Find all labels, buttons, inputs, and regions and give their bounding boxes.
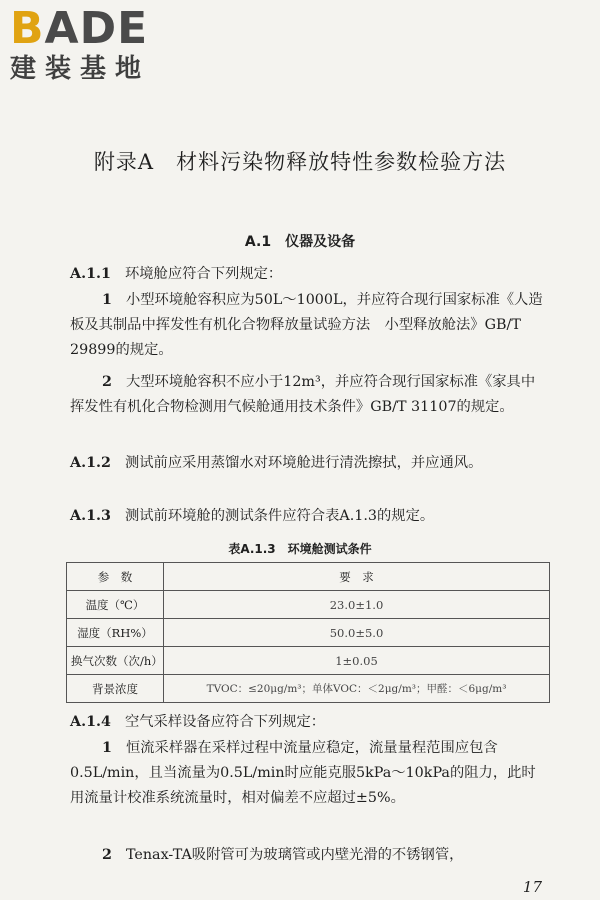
logo-subtitle: 建装基地 [10,54,151,84]
clause-a111: A.1.1 环境舱应符合下列规定： [70,266,283,282]
table-header-cell: 参 数 [67,563,164,591]
section-heading: A.1 仪器及设备 [244,234,356,250]
clause-a114-item2: 2 Tenax-TA吸附管可为玻璃管或内壁光滑的不锈钢管， [102,847,464,863]
clause-a111-item2: 2 大型环境舱容积不应小于12m³，并应符合现行国家标准《家具中挥发性有机化合物检测用气候舱通用技术条件》GB/T 31107的规定。 [70,374,536,415]
table-cell-param: 温度（℃） [67,591,164,619]
appendix-title: 附录A 材料污染物释放特性参数检验方法 [93,150,507,174]
table-header-row [67,563,550,591]
table-cell-req: 23.0±1.0 [164,591,550,619]
table-cell-req: TVOC：≤20μg/m³；单体VOC：＜2μg/m³；甲醛：＜6μg/m³ [164,675,550,703]
table-cell-param: 换气次数（次/h） [67,647,164,675]
clause-a113: A.1.3 测试前环境舱的测试条件应符合表A.1.3的规定。 [70,508,435,524]
table-header-cell: 要 求 [164,563,550,591]
table-row [67,591,550,619]
table-cell-param: 湿度（RH%） [67,619,164,647]
clause-a111-item1: 1 小型环境舱容积应为50L～1000L，并应符合现行国家标准《人造板及其制品中挥发性有机化合物释放量试验方法 小型释放舱法》GB/T 29899的规定。 [70,292,543,358]
logo-wordmark: BADE [10,3,149,54]
table-cell-req: 1±0.05 [164,647,550,675]
table-cell-param: 背景浓度 [67,675,164,703]
table-row [67,619,550,647]
clause-a114: A.1.4 空气采样设备应符合下列规定： [70,714,326,730]
table-row [67,675,550,703]
test-conditions-table [66,562,550,703]
page-number: 17 [522,878,542,896]
table-row [67,647,550,675]
table-cell-req: 50.0±5.0 [164,619,550,647]
site-logo [10,3,180,84]
clause-a114-item1: 1 恒流采样器在采样过程中流量应稳定，流量量程范围应包含0.5L/min，且当流量为0.5L/min时应能克服5kPa～10kPa的阻力，此时用流量计校准系统流量时，相对偏差不应超过±5%。 [70,740,536,806]
table-caption: 表A.1.3 环境舱测试条件 [228,542,372,556]
clause-a112: A.1.2 测试前应采用蒸馏水对环境舱进行清洗擦拭，并应通风。 [70,455,483,471]
